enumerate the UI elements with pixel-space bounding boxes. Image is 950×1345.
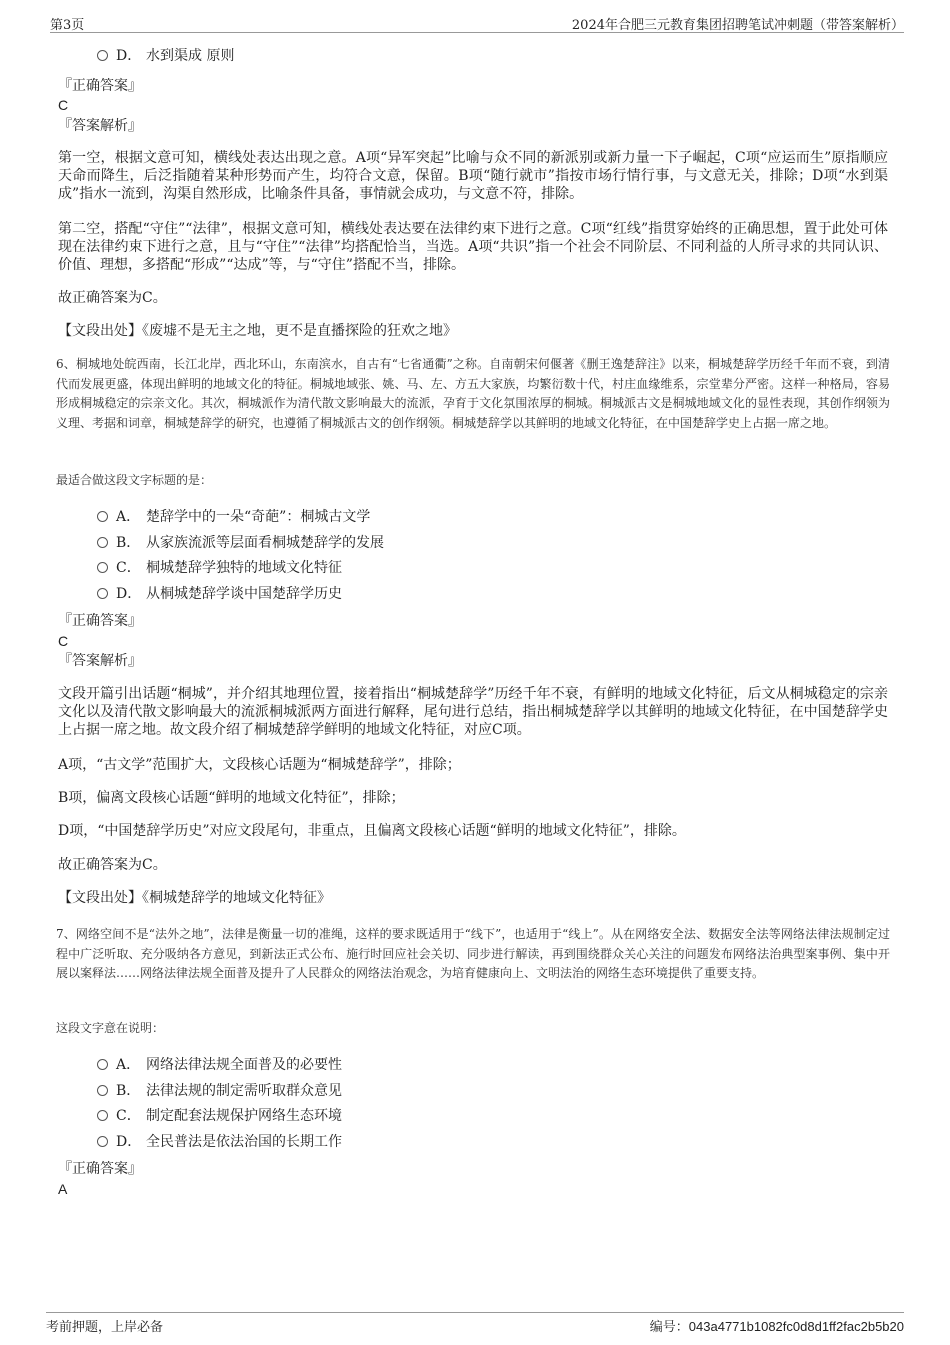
q7-answer: A — [58, 1181, 68, 1197]
q6-analysis-p1: 文段开篇引出话题“桐城”，并介绍其地理位置，接着指出“桐城楚辞学”历经千年不衰，有鲜明的地域文化特征，后文从桐城稳定的宗亲文化以及清代散文影响最大的流派桐城派两方面进行解释，尾句进行总结，指出桐城楚辞学以其鲜明的地域文化特征，在中国楚辞学史上占据一席之地。故文段介绍了桐城楚辞学鲜明的地域文化特征，对应C项。 — [58, 686, 888, 738]
code-value: 043a4771b1082fc0d8d1ff2fac2b5b20 — [688, 1319, 904, 1334]
document-code — [650, 1316, 904, 1335]
q5-analysis-p1: 第一空，根据文意可知，横线处表达出现之意。A项“异军突起”比喻与众不同的新派别或新力量一下子崛起，C项“应运而生”原指顺应天命而降生，后泛指随着某种形势而产生，均符合文意，保留。B项“随行就市”指按市场行情行事，与文意无关，排除；D项“水到渠成”指水一流到，沟渠自然形成，比喻条件具备，事情就会成功，与文意不符，排除。 — [58, 150, 888, 202]
page-number: 第3页 — [50, 18, 85, 33]
q5-analysis-tag: 『答案解析』 — [58, 118, 142, 134]
q6-answer-tag: 『正确答案』 — [58, 613, 142, 629]
page-footer — [46, 1312, 904, 1333]
q6-analysis-p3: B项，偏离文段核心话题“鲜明的地域文化特征”，排除； — [58, 790, 405, 806]
radio-icon[interactable] — [97, 588, 108, 599]
footer-slogan: 考前押题，上岸必备 — [46, 1320, 164, 1335]
radio-icon[interactable] — [97, 537, 108, 548]
document-title: 2024年合肥三元教育集团招聘笔试冲刺题（带答案解析） — [571, 18, 904, 33]
q5-analysis-p2: 第二空，搭配“守住”“法律”，根据文意可知，横线处表达要在法律约束下进行之意。C项“红线”指贯穿始终的正确思想，置于此处可体现在法律约束下进行之意，且与“守住”“法律”均搭配恰当，当选。A项“共识”指一个社会不同阶层、不同利益的人所寻求的共同认识、价值、理想，多搭配“形成”“达成”等，与“守住”搭配不当，排除。 — [58, 221, 888, 273]
q7-option-b[interactable]: B． 法律法规的制定需听取群众意见 — [97, 1081, 342, 1101]
q6-option-d[interactable]: D． 从桐城楚辞学谈中国楚辞学历史 — [97, 584, 342, 604]
q6-answer: C — [58, 633, 69, 649]
radio-icon[interactable] — [97, 50, 108, 61]
radio-icon[interactable] — [97, 1136, 108, 1147]
q5-answer-tag: 『正确答案』 — [58, 78, 142, 94]
radio-icon[interactable] — [97, 511, 108, 522]
q7-option-c[interactable]: C． 制定配套法规保护网络生态环境 — [97, 1106, 342, 1126]
q6-stem: 6、桐城地处皖西南，长江北岸，西北环山，东南滨水，自古有“七省通衢”之称。自南朝宋何偃著《删王逸楚辞注》以来，桐城楚辞学历经千年而不衰，到清代而发展更盛，体现出鲜明的地域文化的特征。桐城地域张、姚、马、左、方五大家族，均繁衍数十代，村庄血缘维系，宗堂辈分严密。这样一种格局，容易形成桐城稳定的宗亲文化。其次，桐城派作为清代散文影响最大的流派，孕育于文化氛围浓厚的桐城。桐城派古文是桐城地域文化的显性表现，其创作纲领为义理、考据和词章，桐城楚辞学的研究，也遵循了桐城派古文的创作纲领。桐城楚辞学以其鲜明的地域文化特征，在中国楚辞学史上占据一席之地。 — [56, 357, 890, 430]
q6-prompt: 最适合做这段文字标题的是： — [56, 473, 213, 487]
radio-icon[interactable] — [97, 562, 108, 573]
page-header — [50, 14, 904, 33]
q6-source: 【文段出处】《桐城楚辞学的地域文化特征》 — [58, 890, 331, 906]
radio-icon[interactable] — [97, 1059, 108, 1070]
q5-analysis-p3: 故正确答案为C。 — [58, 290, 167, 306]
q5-answer: C — [58, 97, 69, 113]
q6-option-b[interactable]: B． 从家族流派等层面看桐城楚辞学的发展 — [97, 533, 384, 553]
q7-answer-tag: 『正确答案』 — [58, 1161, 142, 1177]
radio-icon[interactable] — [97, 1110, 108, 1121]
q5-option-d[interactable]: D． 水到渠成 原则 — [97, 46, 234, 66]
q6-analysis-tag: 『答案解析』 — [58, 653, 142, 669]
q6-analysis-p5: 故正确答案为C。 — [58, 857, 167, 873]
code-label: 编号： — [649, 1320, 689, 1335]
q7-prompt: 这段文字意在说明： — [56, 1021, 165, 1035]
radio-icon[interactable] — [97, 1085, 108, 1096]
q7-stem: 7、网络空间不是“法外之地”，法律是衡量一切的准绳，这样的要求既适用于“线下”，也适用于“线上”。从在网络安全法、数据安全法等网络法律法规制定过程中广泛听取、充分吸纳各方意见，到新法正式公布、施行时回应社会关切、同步进行解读，再到围绕群众关心关注的问题发布网络法治典型案事例、集中开展以案释法……网络法律法规全面普及提升了人民群众的网络法治观念，为培育健康向上、文明法治的网络生态环境提供了重要支持。 — [56, 927, 890, 980]
q7-option-a[interactable]: A． 网络法律法规全面普及的必要性 — [97, 1055, 342, 1075]
q6-option-a[interactable]: A． 楚辞学中的一朵“奇葩”：桐城古文学 — [97, 507, 370, 527]
q7-option-d[interactable]: D． 全民普法是依法治国的长期工作 — [97, 1132, 342, 1152]
q6-analysis-p2: A项，“古文学”范围扩大，文段核心话题为“桐城楚辞学”，排除； — [58, 757, 461, 773]
q5-source: 【文段出处】《废墟不是无主之地，更不是直播探险的狂欢之地》 — [58, 323, 457, 339]
q6-option-c[interactable]: C． 桐城楚辞学独特的地域文化特征 — [97, 558, 342, 578]
q6-analysis-p4: D项，“中国楚辞学历史”对应文段尾句，非重点，且偏离文段核心话题“鲜明的地域文化特征”，排除。 — [58, 823, 686, 839]
